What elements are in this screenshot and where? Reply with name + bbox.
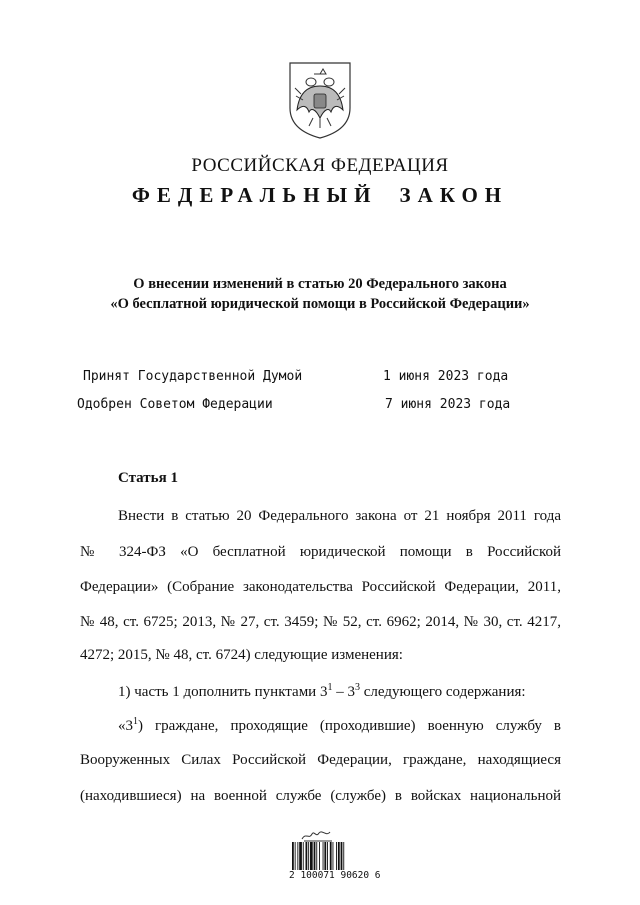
article-text-line: (находившиеся) на военной службе (службе) в войсках национальной [80, 788, 561, 804]
barcode-icon [291, 842, 371, 870]
article-title: Статья 1 [118, 470, 178, 486]
handwritten-mark-icon [300, 828, 336, 842]
law-title-word-2: ЗАКОН [399, 183, 509, 207]
article-item-1: 1) часть 1 дополнить пунктами $3^1 - 3^3$ следующего содержания: [118, 682, 526, 700]
law-title [0, 183, 640, 208]
country-name: РОССИЙСКАЯ ФЕДЕРАЦИЯ [191, 155, 449, 176]
approved-council-date: 7 июня 2023 года [385, 397, 511, 412]
article-text-line: № 324-ФЗ «О бесплатной юридической помощи в Российской [80, 544, 561, 560]
law-subject [0, 274, 640, 314]
adopted-duma-date: 1 июня 2023 года [383, 369, 509, 384]
adopted-duma-label: Принят Государственной Думой [83, 369, 303, 384]
approved-council-label: Одобрен Советом Федерации [77, 397, 273, 412]
law-subject-line-1: О внесении изменений в статью 20 Федерального закона [133, 276, 507, 292]
law-title-word-1: ФЕДЕРАЛЬНЫЙ [131, 183, 378, 207]
article-text-line: № 48, ст. 6725; 2013, № 27, ст. 3459; № 52, ст. 6962; 2014, № 30, ст. 4217, [80, 614, 561, 630]
article-text-line: 4272; 2015, № 48, ст. 6724) следующие изменения: [80, 647, 403, 663]
article-text-line: Федерации» (Собрание законодательства Российской Федерации, 2011, [80, 579, 561, 595]
article-quote-line: «$3^1$) граждане, проходящие (проходившие) военную службу в [118, 716, 561, 734]
article-text-line: Внести в статью 20 Федерального закона от 21 ноября 2011 года [118, 508, 561, 524]
coat-of-arms-icon [287, 60, 353, 140]
barcode-number: 2 100071 90620 6 [289, 870, 381, 881]
article-text-line: Вооруженных Силах Российской Федерации, граждане, находящиеся [80, 752, 561, 768]
law-subject-line-2: «О бесплатной юридической помощи в Российской Федерации» [110, 296, 530, 312]
